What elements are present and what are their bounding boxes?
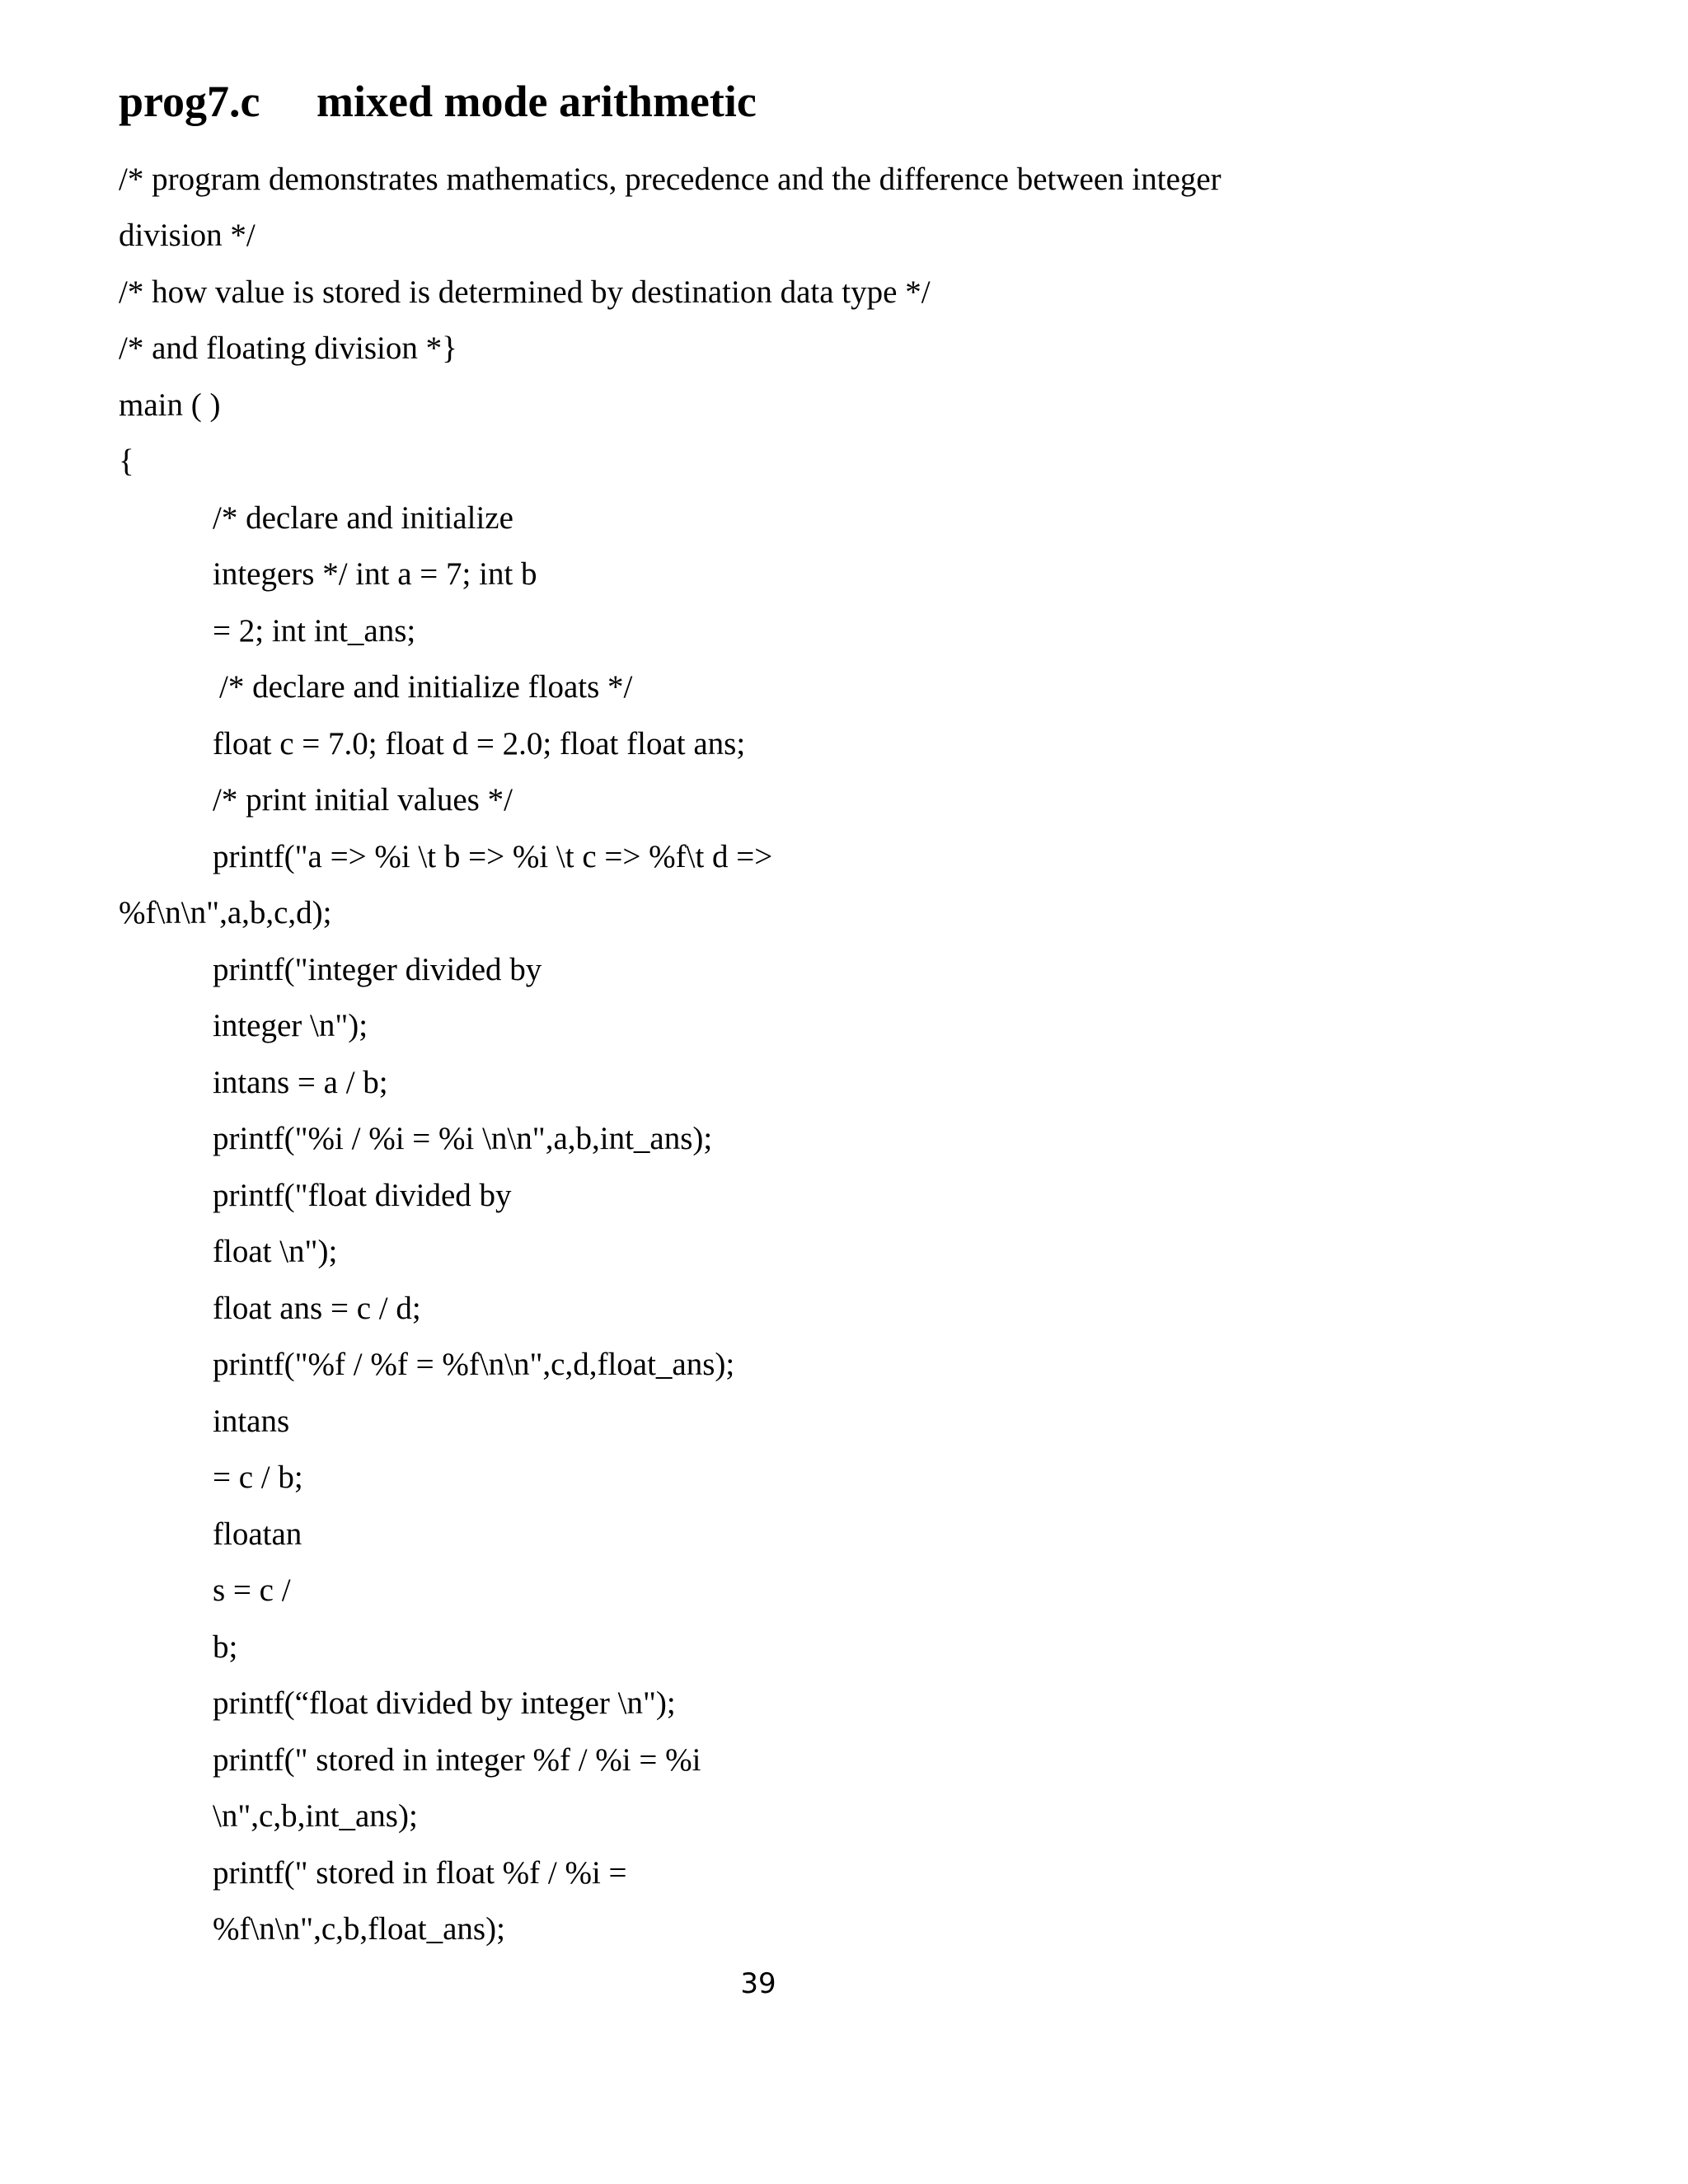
code-line: { xyxy=(119,443,134,479)
page-number: 39 xyxy=(740,1967,776,2000)
code-line: b; xyxy=(213,1629,238,1665)
code-line: /* declare and initialize floats */ xyxy=(219,669,633,705)
code-line: integers */ int a = 7; int b xyxy=(213,556,537,592)
code-line: printf(" stored in float %f / %i = xyxy=(213,1855,627,1891)
heading-title: mixed mode arithmetic xyxy=(316,77,757,126)
code-line: printf(“float divided by integer \n"); xyxy=(213,1685,676,1721)
code-line: printf("float divided by xyxy=(213,1178,512,1213)
code-line: intans = a / b; xyxy=(213,1065,388,1100)
code-line: /* print initial values */ xyxy=(213,782,513,818)
code-line: /* program demonstrates mathematics, precedence and the difference between integer xyxy=(119,162,1221,197)
code-line: /* how value is stored is determined by destination data type */ xyxy=(119,274,931,310)
heading-filename: prog7.c xyxy=(119,77,260,126)
code-line: printf(" stored in integer %f / %i = %i xyxy=(213,1742,701,1778)
code-line: printf("a => %i \t b => %i \t c => %f\t d => xyxy=(213,839,773,874)
code-line: floatan xyxy=(213,1516,302,1552)
code-line: main ( ) xyxy=(119,387,221,423)
code-line: printf("integer divided by xyxy=(213,952,542,987)
code-line: s = c / xyxy=(213,1572,291,1608)
code-line: float c = 7.0; float d = 2.0; float float ans; xyxy=(213,726,746,762)
code-line: = c / b; xyxy=(213,1460,303,1495)
code-line: division */ xyxy=(119,218,256,253)
code-line: float \n"); xyxy=(213,1234,338,1269)
code-line: %f\n\n",c,b,float_ans); xyxy=(213,1911,505,1947)
code-line: = 2; int int_ans; xyxy=(213,613,416,649)
code-line: /* and floating division *} xyxy=(119,330,457,366)
code-line: %f\n\n",a,b,c,d); xyxy=(119,895,332,930)
code-line: float ans = c / d; xyxy=(213,1291,421,1326)
code-line: integer \n"); xyxy=(213,1008,368,1043)
code-line: printf("%f / %f = %f\n\n",c,d,float_ans); xyxy=(213,1347,735,1382)
page-heading xyxy=(119,73,757,130)
code-line: intans xyxy=(213,1404,290,1439)
code-line: \n",c,b,int_ans); xyxy=(213,1798,418,1834)
code-line: /* declare and initialize xyxy=(213,500,513,536)
code-line: printf("%i / %i = %i \n\n",a,b,int_ans); xyxy=(213,1121,713,1156)
